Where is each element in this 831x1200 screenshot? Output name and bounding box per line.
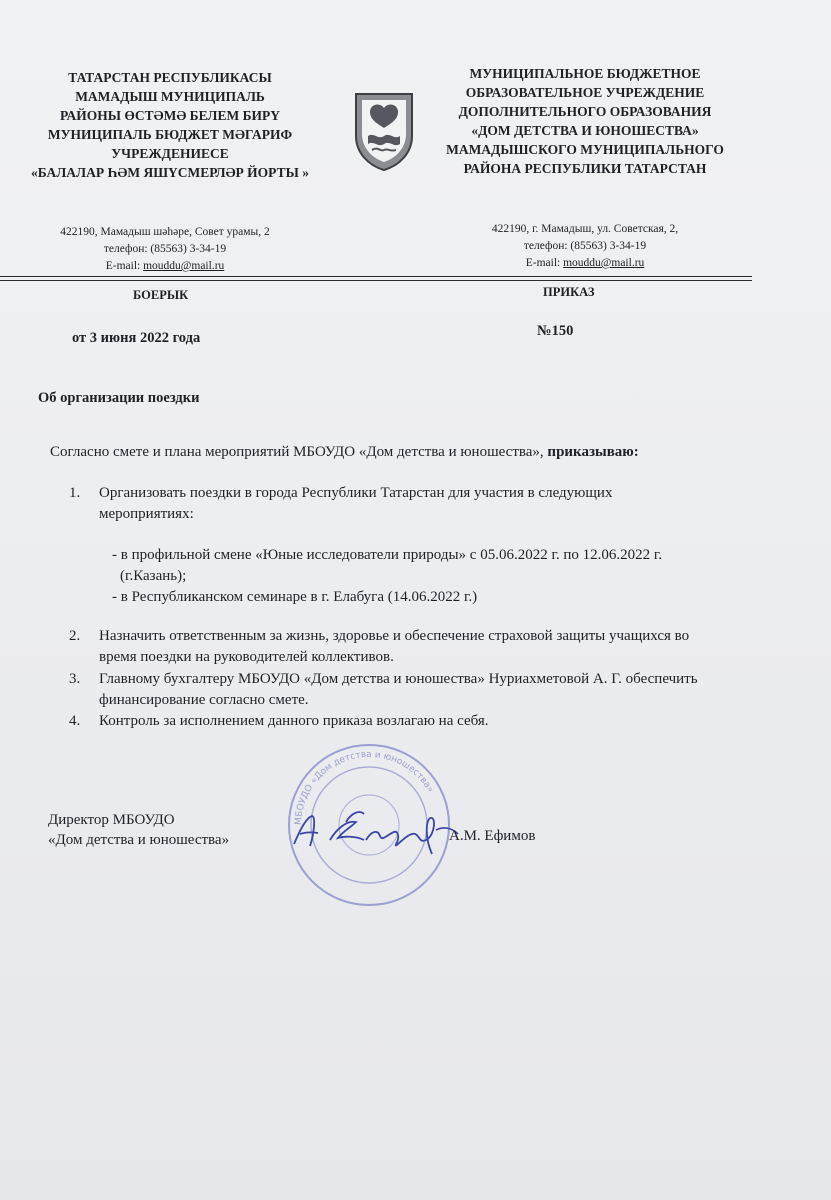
header-ru-line: ОБРАЗОВАТЕЛЬНОЕ УЧРЕЖДЕНИЕ xyxy=(465,85,705,100)
item-line: Главному бухгалтеру МБОУДО «Дом детства и юношества» Нуриахметовой А. Г. обеспечить xyxy=(99,671,698,687)
signatory-title xyxy=(48,810,229,850)
address-line: 422190, Мамадыш шәһәре, Совет урамы, 2 xyxy=(60,226,270,238)
item-number: 3. xyxy=(69,671,81,687)
item-line: Назначить ответственным за жизнь, здоровье и обеспечение страховой защиты учащихся во xyxy=(99,628,690,644)
header-tatar xyxy=(0,68,340,182)
item-line: время поездки на руководителей коллективов. xyxy=(99,649,394,665)
doc-type-tatar: БОЕРЫК xyxy=(133,288,189,302)
coat-of-arms-icon xyxy=(350,90,418,172)
address-line: 422190, г. Мамадыш, ул. Советская, 2, xyxy=(491,223,679,235)
header-tt-line: УЧРЕЖДЕНИЕСЕ xyxy=(111,146,229,161)
address-block-russian xyxy=(440,221,730,272)
phone-line: телефон: (85563) 3-34-19 xyxy=(523,240,647,252)
order-number: №150 xyxy=(537,323,574,339)
email-link[interactable]: mouddu@mail.ru xyxy=(563,257,645,269)
doc-type-russian: ПРИКАЗ xyxy=(543,285,595,299)
email-line xyxy=(20,258,310,275)
email-label: E-mail: xyxy=(525,257,564,269)
order-intro xyxy=(50,444,639,461)
header-russian xyxy=(420,64,750,178)
header-tt-line: ТАТАРСТАН РЕСПУБЛИКАСЫ xyxy=(68,70,272,85)
signatory-name: А.М. Ефимов xyxy=(449,828,536,844)
header-ru-line: МАМАДЫШСКОГО МУНИЦИПАЛЬНОГО xyxy=(446,142,724,157)
header-ru-line: РАЙОНА РЕСПУБЛИКИ ТАТАРСТАН xyxy=(463,161,707,176)
header-tt-line: МАМАДЫШ МУНИЦИПАЛЬ xyxy=(75,89,265,104)
handwritten-signature xyxy=(286,800,466,860)
item-number: 2. xyxy=(69,628,81,644)
item-line: Контроль за исполнением данного приказа возлагаю на себя. xyxy=(99,713,489,729)
header-ru-line: «ДОМ ДЕТСТВА И ЮНОШЕСТВА» xyxy=(471,123,699,138)
header-tt-line: «БАЛАЛАР ҺӘМ ЯШҮСМЕРЛӘР ЙОРТЫ » xyxy=(31,165,309,180)
phone-line: телефон: (85563) 3-34-19 xyxy=(103,243,227,255)
email-link[interactable]: mouddu@mail.ru xyxy=(143,260,225,272)
item-line: Организовать поездки в города Республики Татарстан для участия в следующих xyxy=(99,485,613,501)
item-line: финансирование согласно смете. xyxy=(99,692,309,708)
sub-item-line: - в профильной смене «Юные исследователи природы» с 05.06.2022 г. по 12.06.2022 г. xyxy=(112,547,663,563)
item-number: 4. xyxy=(69,713,81,729)
header-ru-line: МУНИЦИПАЛЬНОЕ БЮДЖЕТНОЕ xyxy=(469,66,701,81)
intro-text: Согласно смете и плана мероприятий МБОУДО «Дом детства и юношества», xyxy=(50,444,548,460)
order-subject: Об организации поездки xyxy=(38,390,200,406)
signatory-title-line: Директор МБОУДО xyxy=(48,812,175,828)
header-divider xyxy=(0,280,752,281)
header-divider xyxy=(0,276,752,277)
email-line xyxy=(440,255,730,272)
intro-command: приказываю: xyxy=(547,444,639,460)
header-ru-line: ДОПОЛНИТЕЛЬНОГО ОБРАЗОВАНИЯ xyxy=(458,104,712,119)
signatory-title-line: «Дом детства и юношества» xyxy=(48,832,230,848)
address-block-tatar xyxy=(20,224,310,275)
item-line: мероприятиях: xyxy=(99,506,194,522)
header-tt-line: РАЙОНЫ ӨСТӘМӘ БЕЛЕМ БИРҮ xyxy=(59,108,281,123)
item-number: 1. xyxy=(69,485,81,501)
sub-item-line: (г.Казань); xyxy=(120,568,187,584)
order-date: от 3 июня 2022 года xyxy=(72,330,201,346)
sub-item-line: - в Республиканском семинаре в г. Елабуга (14.06.2022 г.) xyxy=(112,589,478,605)
header-tt-line: МУНИЦИПАЛЬ БЮДЖЕТ МӘГАРИФ xyxy=(47,127,293,142)
stamp-text: МБОУДО «Дом детства и юношества» xyxy=(293,749,436,826)
email-label: E-mail: xyxy=(105,260,144,272)
